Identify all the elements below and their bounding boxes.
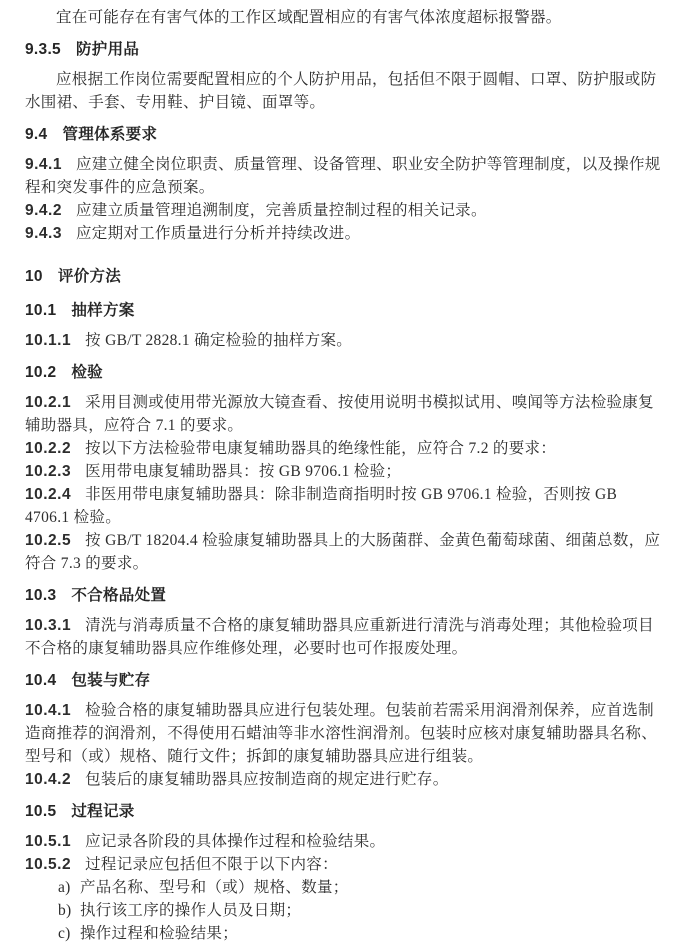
list-item-marker: c) — [58, 925, 71, 942]
clause-text: 检验合格的康复辅助器具应进行包装处理。包装前若需采用润滑剂保养，应首选制造商推荐的润滑剂，不得使用石蜡油等非水溶性润滑剂。包装时应核对康复辅助器具名称、型号和（或）规格、随行文件；拆卸的康复辅助器具应进行组装。 — [25, 702, 658, 765]
list-item-marker: b) — [58, 902, 72, 919]
clause-number: 10.2.3 — [25, 463, 72, 480]
paragraph: 应根据工作岗位需要配置相应的个人防护用品，包括但不限于圆帽、口罩、防护服或防水围裙、手套、专用鞋、护目镜、面罩等。 — [25, 71, 657, 111]
clause-text: 应建立质量管理追溯制度，完善质量控制过程的相关记录。 — [75, 202, 487, 219]
section-number: 10.2 — [25, 364, 57, 381]
clause-number: 10.2.4 — [25, 486, 72, 503]
section-number: 9.3.5 — [25, 41, 61, 58]
clause — [25, 699, 662, 768]
clause-text: 包装后的康复辅助器具应按制造商的规定进行贮存。 — [85, 771, 449, 788]
clause — [25, 199, 662, 222]
clause — [25, 391, 662, 437]
clause-text: 应记录各阶段的具体操作过程和检验结果。 — [85, 833, 386, 850]
clause-number: 10.3.1 — [25, 617, 72, 634]
section-title: 防护用品 — [75, 41, 140, 58]
clause-text: 医用带电康复辅助器具：按 GB 9706.1 检验； — [85, 463, 402, 480]
section-title: 抽样方案 — [71, 302, 135, 319]
list-item — [25, 899, 662, 922]
clause-number: 10.4.1 — [25, 702, 72, 719]
clause — [25, 437, 662, 460]
clause-text: 应建立健全岗位职责、质量管理、设备管理、职业安全防护等管理制度，以及操作规程和突发事件的应急预案。 — [25, 156, 661, 196]
clause-text: 非医用带电康复辅助器具：除非制造商指明时按 GB 9706.1 检验，否则按 GB 4706.1 检验。 — [25, 486, 618, 526]
clause-number: 9.4.3 — [25, 225, 62, 242]
section-number: 10.3 — [25, 587, 57, 604]
clause — [25, 853, 662, 876]
clause — [25, 460, 662, 483]
clause-text: 过程记录应包括但不限于以下内容： — [85, 856, 338, 873]
clause-number: 10.2.5 — [25, 532, 72, 549]
clause — [25, 830, 662, 853]
list-item-text: 产品名称、型号和（或）规格、数量； — [80, 879, 349, 896]
section-number: 10.1 — [25, 302, 57, 319]
clause — [25, 614, 662, 660]
clause — [25, 529, 662, 575]
clause-number: 9.4.2 — [25, 202, 62, 219]
section-number: 10.4 — [25, 672, 57, 689]
clause — [25, 222, 662, 245]
clause-text: 清洗与消毒质量不合格的康复辅助器具应重新进行清洗与消毒处理；其他检验项目不合格的康复辅助器具应作维修处理，必要时也可作报废处理。 — [25, 617, 654, 657]
section-title: 过程记录 — [71, 803, 135, 820]
section-heading — [25, 800, 662, 823]
section-title: 包装与贮存 — [71, 672, 151, 689]
section-number: 10 — [25, 268, 43, 285]
clause-text: 采用目测或使用带光源放大镜查看、按使用说明书模拟试用、嗅闻等方法检验康复辅助器具，应符合 7.1 的要求。 — [25, 394, 654, 434]
clause-text: 按 GB/T 2828.1 确定检验的抽样方案。 — [85, 332, 353, 349]
section-heading — [25, 361, 662, 384]
section-number: 9.4 — [25, 126, 48, 143]
clause — [25, 153, 662, 199]
list-item-marker: a) — [58, 879, 71, 896]
clause — [25, 768, 662, 791]
section-heading — [25, 669, 662, 692]
list-item — [25, 922, 662, 945]
section-heading — [25, 299, 662, 322]
clause — [25, 329, 662, 352]
section-heading — [25, 38, 662, 61]
clause-number: 10.5.1 — [25, 833, 72, 850]
chapter-heading — [25, 265, 662, 288]
section-title: 管理体系要求 — [62, 126, 158, 143]
clause-number: 10.2.1 — [25, 394, 72, 411]
clause-number: 10.5.2 — [25, 856, 72, 873]
section-title: 评价方法 — [57, 268, 122, 285]
section-heading — [25, 123, 662, 146]
paragraph: 宜在可能存在有害气体的工作区域配置相应的有害气体浓度超标报警器。 — [56, 9, 562, 26]
section-number: 10.5 — [25, 803, 57, 820]
list-item-text: 执行该工序的操作人员及日期； — [80, 902, 302, 919]
clause-text: 应定期对工作质量进行分析并持续改进。 — [75, 225, 361, 242]
section-heading — [25, 584, 662, 607]
clause-text: 按以下方法检验带电康复辅助器具的绝缘性能，应符合 7.2 的要求： — [85, 440, 557, 457]
section-title: 不合格品处置 — [71, 587, 167, 604]
section-title: 检验 — [71, 364, 103, 381]
clause-number: 10.4.2 — [25, 771, 72, 788]
clause — [25, 483, 662, 529]
clause-number: 10.2.2 — [25, 440, 72, 457]
list-item-text: 操作过程和检验结果； — [80, 925, 239, 942]
clause-text: 按 GB/T 18204.4 检验康复辅助器具上的大肠菌群、金黄色葡萄球菌、细菌总数，应符合 7.3 的要求。 — [25, 532, 661, 572]
clause-number: 9.4.1 — [25, 156, 62, 173]
clause-number: 10.1.1 — [25, 332, 72, 349]
list-item — [25, 876, 662, 899]
